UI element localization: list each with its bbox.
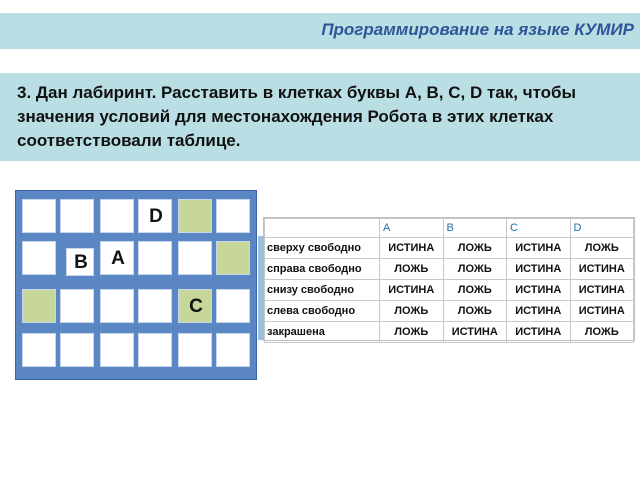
maze-cell xyxy=(60,289,94,323)
maze-cell xyxy=(100,333,134,367)
row-label: закрашена xyxy=(265,322,380,343)
row-label: снизу свободно xyxy=(265,280,380,301)
table-row xyxy=(265,238,634,259)
page-title: Программирование на языке КУМИР xyxy=(321,20,634,39)
table-cell: ЛОЖЬ xyxy=(443,280,507,301)
table-cell: ИСТИНА xyxy=(380,280,444,301)
table-row xyxy=(265,259,634,280)
maze-cell xyxy=(138,289,172,323)
maze-cell xyxy=(100,199,134,233)
letter-d: D xyxy=(149,206,163,227)
table-cell: ЛОЖЬ xyxy=(380,322,444,343)
row-label: справа свободно xyxy=(265,259,380,280)
maze-cell-a xyxy=(100,241,134,275)
table-row xyxy=(265,301,634,322)
table-cell: ИСТИНА xyxy=(443,322,507,343)
table-cell: ЛОЖЬ xyxy=(443,238,507,259)
table-header-cell xyxy=(265,219,380,238)
maze-cell-shaded xyxy=(216,241,250,275)
table-cell: ИСТИНА xyxy=(507,259,571,280)
table-cell: ЛОЖЬ xyxy=(443,259,507,280)
table-cell: ЛОЖЬ xyxy=(570,322,634,343)
table-cell: ИСТИНА xyxy=(507,280,571,301)
header-bar xyxy=(0,13,640,49)
maze xyxy=(15,190,257,380)
maze-cell-b xyxy=(66,248,94,276)
maze-cell xyxy=(138,241,172,275)
maze-cell xyxy=(60,199,94,233)
row-label: сверху свободно xyxy=(265,238,380,259)
maze-cell xyxy=(138,333,172,367)
table-header-cell: D xyxy=(570,219,634,238)
maze-cell-c xyxy=(178,289,212,323)
table-cell: ИСТИНА xyxy=(570,259,634,280)
table-cell: ИСТИНА xyxy=(507,301,571,322)
table-cell: ИСТИНА xyxy=(570,301,634,322)
table-cell: ИСТИНА xyxy=(380,238,444,259)
table-header-cell: A xyxy=(380,219,444,238)
table-cell: ЛОЖЬ xyxy=(380,301,444,322)
letter-c: C xyxy=(189,296,203,317)
maze-cell-shaded xyxy=(22,289,56,323)
letter-b: B xyxy=(74,252,88,273)
maze-cell xyxy=(178,241,212,275)
table-cell: ИСТИНА xyxy=(507,238,571,259)
row-label: слева свободно xyxy=(265,301,380,322)
table-header-row xyxy=(265,219,634,238)
maze-cell xyxy=(60,333,94,367)
maze-cell xyxy=(22,333,56,367)
maze-cell-shaded xyxy=(178,199,212,233)
task-text: 3. Дан лабиринт. Расставить в клетках буквы А, В, С, D так, чтобы значения условий для местонахождения Робота в этих клетках соответствовали таблице. xyxy=(17,83,577,150)
conditions-table xyxy=(263,217,635,341)
table-cell: ЛОЖЬ xyxy=(380,259,444,280)
maze-cell xyxy=(216,289,250,323)
maze-cell xyxy=(216,333,250,367)
maze-cell xyxy=(216,199,250,233)
table-header-cell: B xyxy=(443,219,507,238)
maze-cell xyxy=(100,289,134,323)
maze-cell-d xyxy=(138,199,172,233)
table-cell: ИСТИНА xyxy=(507,322,571,343)
table-cell: ЛОЖЬ xyxy=(443,301,507,322)
maze-cell xyxy=(178,333,212,367)
table-header-cell: C xyxy=(507,219,571,238)
maze-cell xyxy=(22,241,56,275)
table-row xyxy=(265,322,634,343)
letter-a: A xyxy=(111,248,125,269)
task-box xyxy=(0,73,640,161)
table-cell: ЛОЖЬ xyxy=(570,238,634,259)
table-row xyxy=(265,280,634,301)
table-cell: ИСТИНА xyxy=(570,280,634,301)
maze-cell xyxy=(22,199,56,233)
